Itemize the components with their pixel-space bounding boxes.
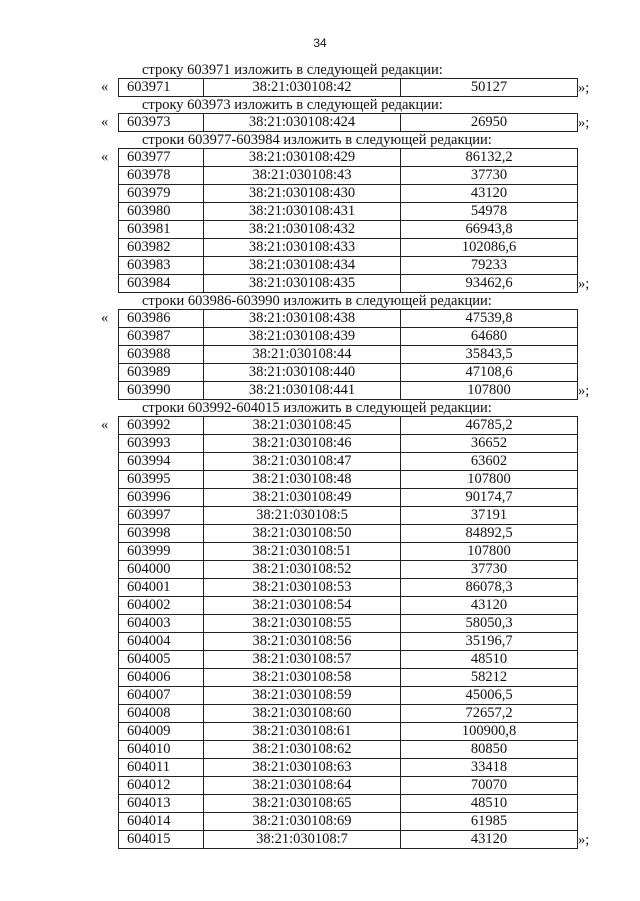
row-number-cell: 604008	[119, 705, 204, 723]
section-heading: строки 603986-603990 изложить в следующей редакции:	[142, 293, 492, 309]
cadastral-number-cell: 38:21:030108:54	[204, 597, 401, 615]
table-row	[119, 687, 578, 705]
value-cell: 43120	[401, 597, 578, 615]
row-number-cell: 603980	[119, 203, 204, 221]
cadastral-number-cell: 38:21:030108:49	[204, 489, 401, 507]
row-number-cell: 603973	[119, 114, 204, 132]
value-cell: 86132,2	[401, 149, 578, 167]
row-number-cell: 604012	[119, 777, 204, 795]
value-cell: 47108,6	[401, 364, 578, 382]
table-row	[119, 597, 578, 615]
table-row	[119, 615, 578, 633]
cadastral-number-cell: 38:21:030108:55	[204, 615, 401, 633]
cadastral-number-cell: 38:21:030108:432	[204, 221, 401, 239]
row-number-cell: 604002	[119, 597, 204, 615]
section-heading: строки 603977-603984 изложить в следующей редакции:	[142, 132, 492, 148]
amendment-table	[118, 309, 578, 400]
row-number-cell: 603997	[119, 507, 204, 525]
row-number-cell: 604010	[119, 741, 204, 759]
page-number: 34	[313, 36, 327, 50]
value-cell: 47539,8	[401, 310, 578, 328]
cadastral-number-cell: 38:21:030108:56	[204, 633, 401, 651]
closing-quote: »;	[578, 383, 590, 399]
cadastral-number-cell: 38:21:030108:65	[204, 795, 401, 813]
row-number-cell: 603998	[119, 525, 204, 543]
table-row	[119, 543, 578, 561]
value-cell: 86078,3	[401, 579, 578, 597]
row-number-cell: 604014	[119, 813, 204, 831]
table-row	[119, 221, 578, 239]
amendment-table	[118, 113, 578, 132]
table-row	[119, 795, 578, 813]
row-number-cell: 603990	[119, 382, 204, 400]
value-cell: 36652	[401, 435, 578, 453]
table-row	[119, 346, 578, 364]
row-number-cell: 603978	[119, 167, 204, 185]
amendment-table-block	[0, 148, 640, 293]
table-row	[119, 257, 578, 275]
value-cell: 93462,6	[401, 275, 578, 293]
value-cell: 100900,8	[401, 723, 578, 741]
row-number-cell: 604005	[119, 651, 204, 669]
table-row	[119, 417, 578, 435]
value-cell: 64680	[401, 328, 578, 346]
table-row	[119, 185, 578, 203]
cadastral-number-cell: 38:21:030108:59	[204, 687, 401, 705]
table-row	[119, 328, 578, 346]
row-number-cell: 604004	[119, 633, 204, 651]
document-body	[0, 62, 640, 849]
cadastral-number-cell: 38:21:030108:5	[204, 507, 401, 525]
cadastral-number-cell: 38:21:030108:429	[204, 149, 401, 167]
table-row	[119, 669, 578, 687]
cadastral-number-cell: 38:21:030108:46	[204, 435, 401, 453]
section-heading: строку 603971 изложить в следующей редакции:	[142, 62, 443, 78]
cadastral-number-cell: 38:21:030108:433	[204, 239, 401, 257]
cadastral-number-cell: 38:21:030108:45	[204, 417, 401, 435]
table-row	[119, 382, 578, 400]
cadastral-number-cell: 38:21:030108:435	[204, 275, 401, 293]
opening-quote: «	[101, 79, 109, 95]
value-cell: 80850	[401, 741, 578, 759]
value-cell: 33418	[401, 759, 578, 777]
row-number-cell: 604013	[119, 795, 204, 813]
cadastral-number-cell: 38:21:030108:7	[204, 831, 401, 849]
value-cell: 50127	[401, 79, 578, 97]
value-cell: 45006,5	[401, 687, 578, 705]
cadastral-number-cell: 38:21:030108:434	[204, 257, 401, 275]
opening-quote: «	[101, 114, 109, 130]
table-row	[119, 723, 578, 741]
row-number-cell: 603988	[119, 346, 204, 364]
value-cell: 58212	[401, 669, 578, 687]
table-row	[119, 651, 578, 669]
amendment-table-block	[0, 113, 640, 132]
table-row	[119, 471, 578, 489]
value-cell: 54978	[401, 203, 578, 221]
cadastral-number-cell: 38:21:030108:439	[204, 328, 401, 346]
row-number-cell: 603995	[119, 471, 204, 489]
row-number-cell: 604003	[119, 615, 204, 633]
cadastral-number-cell: 38:21:030108:63	[204, 759, 401, 777]
closing-quote: »;	[578, 276, 590, 292]
row-number-cell: 603987	[119, 328, 204, 346]
row-number-cell: 603994	[119, 453, 204, 471]
table-row	[119, 167, 578, 185]
cadastral-number-cell: 38:21:030108:57	[204, 651, 401, 669]
cadastral-number-cell: 38:21:030108:440	[204, 364, 401, 382]
table-row	[119, 561, 578, 579]
table-row	[119, 435, 578, 453]
cadastral-number-cell: 38:21:030108:60	[204, 705, 401, 723]
row-number-cell: 603999	[119, 543, 204, 561]
closing-quote: »;	[578, 115, 590, 131]
row-number-cell: 604006	[119, 669, 204, 687]
value-cell: 66943,8	[401, 221, 578, 239]
amendment-table-block	[0, 309, 640, 400]
value-cell: 63602	[401, 453, 578, 471]
cadastral-number-cell: 38:21:030108:438	[204, 310, 401, 328]
cadastral-number-cell: 38:21:030108:431	[204, 203, 401, 221]
row-number-cell: 604011	[119, 759, 204, 777]
row-number-cell: 604001	[119, 579, 204, 597]
table-row	[119, 310, 578, 328]
value-cell: 58050,3	[401, 615, 578, 633]
row-number-cell: 604015	[119, 831, 204, 849]
cadastral-number-cell: 38:21:030108:430	[204, 185, 401, 203]
row-number-cell: 603982	[119, 239, 204, 257]
section-heading: строки 603992-604015 изложить в следующей редакции:	[142, 400, 492, 416]
cadastral-number-cell: 38:21:030108:53	[204, 579, 401, 597]
cadastral-number-cell: 38:21:030108:47	[204, 453, 401, 471]
value-cell: 26950	[401, 114, 578, 132]
row-number-cell: 603989	[119, 364, 204, 382]
table-row	[119, 705, 578, 723]
cadastral-number-cell: 38:21:030108:51	[204, 543, 401, 561]
row-number-cell: 603984	[119, 275, 204, 293]
amendment-table	[118, 416, 578, 849]
value-cell: 43120	[401, 185, 578, 203]
value-cell: 37730	[401, 167, 578, 185]
cadastral-number-cell: 38:21:030108:441	[204, 382, 401, 400]
value-cell: 90174,7	[401, 489, 578, 507]
cadastral-number-cell: 38:21:030108:61	[204, 723, 401, 741]
cadastral-number-cell: 38:21:030108:424	[204, 114, 401, 132]
value-cell: 48510	[401, 651, 578, 669]
value-cell: 37730	[401, 561, 578, 579]
table-row	[119, 149, 578, 167]
section-heading: строку 603973 изложить в следующей редакции:	[142, 97, 443, 113]
row-number-cell: 603983	[119, 257, 204, 275]
closing-quote: »;	[578, 80, 590, 96]
table-row	[119, 777, 578, 795]
table-row	[119, 525, 578, 543]
amendment-table-block	[0, 416, 640, 849]
cadastral-number-cell: 38:21:030108:62	[204, 741, 401, 759]
value-cell: 35196,7	[401, 633, 578, 651]
cadastral-number-cell: 38:21:030108:43	[204, 167, 401, 185]
table-row	[119, 364, 578, 382]
value-cell: 43120	[401, 831, 578, 849]
value-cell: 84892,5	[401, 525, 578, 543]
value-cell: 61985	[401, 813, 578, 831]
opening-quote: «	[101, 310, 109, 326]
table-row	[119, 489, 578, 507]
table-row	[119, 813, 578, 831]
value-cell: 79233	[401, 257, 578, 275]
cadastral-number-cell: 38:21:030108:48	[204, 471, 401, 489]
value-cell: 107800	[401, 382, 578, 400]
table-row	[119, 453, 578, 471]
row-number-cell: 604009	[119, 723, 204, 741]
row-number-cell: 604000	[119, 561, 204, 579]
table-row	[119, 507, 578, 525]
amendment-table	[118, 148, 578, 293]
table-row	[119, 759, 578, 777]
value-cell: 72657,2	[401, 705, 578, 723]
closing-quote: »;	[578, 832, 590, 848]
opening-quote: «	[101, 149, 109, 165]
table-row	[119, 633, 578, 651]
row-number-cell: 603993	[119, 435, 204, 453]
cadastral-number-cell: 38:21:030108:42	[204, 79, 401, 97]
table-row	[119, 203, 578, 221]
cadastral-number-cell: 38:21:030108:58	[204, 669, 401, 687]
table-row	[119, 79, 578, 97]
cadastral-number-cell: 38:21:030108:44	[204, 346, 401, 364]
cadastral-number-cell: 38:21:030108:69	[204, 813, 401, 831]
row-number-cell: 604007	[119, 687, 204, 705]
table-row	[119, 114, 578, 132]
cadastral-number-cell: 38:21:030108:50	[204, 525, 401, 543]
row-number-cell: 603979	[119, 185, 204, 203]
row-number-cell: 603996	[119, 489, 204, 507]
table-row	[119, 831, 578, 849]
value-cell: 46785,2	[401, 417, 578, 435]
table-row	[119, 579, 578, 597]
value-cell: 35843,5	[401, 346, 578, 364]
cadastral-number-cell: 38:21:030108:64	[204, 777, 401, 795]
value-cell: 102086,6	[401, 239, 578, 257]
row-number-cell: 603992	[119, 417, 204, 435]
row-number-cell: 603981	[119, 221, 204, 239]
value-cell: 107800	[401, 471, 578, 489]
opening-quote: «	[101, 417, 109, 433]
value-cell: 37191	[401, 507, 578, 525]
row-number-cell: 603977	[119, 149, 204, 167]
row-number-cell: 603986	[119, 310, 204, 328]
amendment-table-block	[0, 78, 640, 97]
amendment-table	[118, 78, 578, 97]
value-cell: 107800	[401, 543, 578, 561]
table-row	[119, 275, 578, 293]
table-row	[119, 741, 578, 759]
table-row	[119, 239, 578, 257]
cadastral-number-cell: 38:21:030108:52	[204, 561, 401, 579]
value-cell: 48510	[401, 795, 578, 813]
value-cell: 70070	[401, 777, 578, 795]
row-number-cell: 603971	[119, 79, 204, 97]
